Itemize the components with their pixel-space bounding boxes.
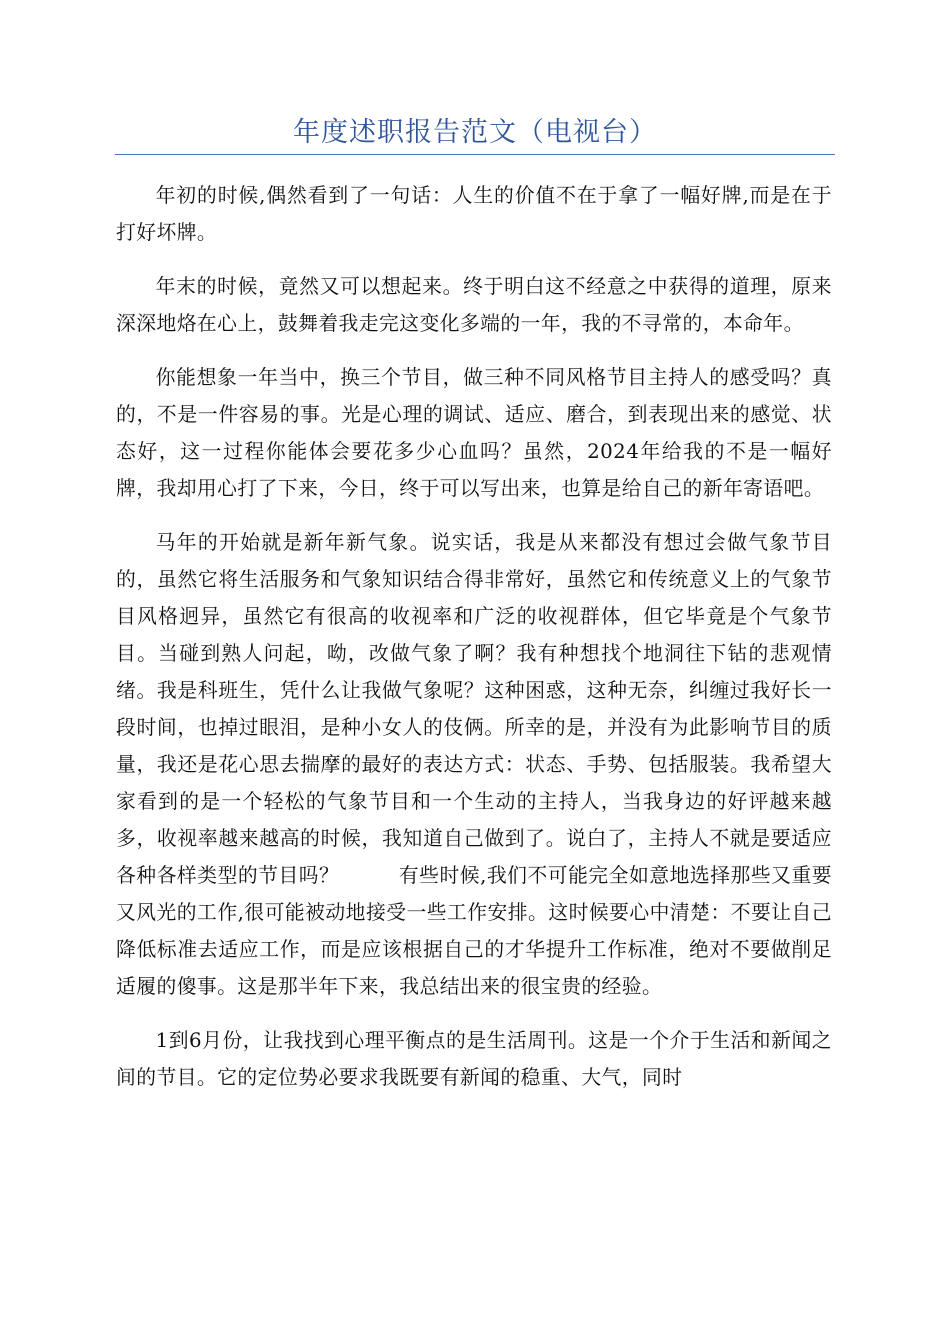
- paragraph-4-part-2: 有些时候,我们不可能完全如意地选择那些又重要又风光的工作,很可能被动地接受一些工作安排。这时候要心中清楚：不要让自己降低标准去适应工作，而是应该根据自己的才华提升工作标准，绝对不要做削足适履的傻事。这是那半年下来，我总结出来的很宝贵的经验。: [116, 864, 832, 998]
- paragraph-3: 你能想象一年当中，换三个节目，做三种不同风格节目主持人的感受吗？真的，不是一件容易的事。光是心理的调试、适应、磨合，到表现出来的感觉、状态好，这一过程你能体会要花多少心血吗？虽然，2024年给我的不是一幅好牌，我却用心打了下来，今日，终于可以写出来，也算是给自己的新年寄语吧。: [116, 366, 832, 500]
- title-underline: [115, 154, 835, 155]
- paragraph-4: [116, 524, 832, 1005]
- paragraph-5: 1到6月份，让我找到心理平衡点的是生活周刊。这是一个介于生活和新闻之间的节目。它的定位势必要求我既要有新闻的稳重、大气，同时: [116, 1029, 832, 1089]
- paragraph-2: 年末的时候，竟然又可以想起来。终于明白这不经意之中获得的道理，原来深深地烙在心上，鼓舞着我走完这变化多端的一年，我的不寻常的，本命年。: [116, 275, 832, 335]
- document-body: [116, 177, 832, 1113]
- paragraph-1: 年初的时候,偶然看到了一句话：人生的价值不在于拿了一幅好牌,而是在于打好坏牌。: [116, 184, 832, 244]
- paragraph-4-part-1: 马年的开始就是新年新气象。说实话，我是从来都没有想过会做气象节目的，虽然它将生活服务和气象知识结合得非常好，虽然它和传统意义上的气象节目风格迥异，虽然它有很高的收视率和广泛的收视群体，但它毕竟是个气象节目。当碰到熟人问起，呦，改做气象了啊？我有种想找个地洞往下钻的悲观情绪。我是科班生，凭什么让我做气象呢？这种困惑，这种无奈，纠缠过我好长一段时间，也掉过眼泪，是种小女人的伎俩。所幸的是，并没有为此影响节目的质量，我还是花心思去揣摩的最好的表达方式：状态、手势、包括服装。我希望大家看到的是一个轻松的气象节目和一个生动的主持人，当我身边的好评越来越多，收视率越来越高的时候，我知道自己做到了。说白了，主持人不就是要适应各种各样类型的节目吗？: [116, 531, 832, 887]
- document-title: 年度述职报告范文（电视台）: [293, 117, 657, 148]
